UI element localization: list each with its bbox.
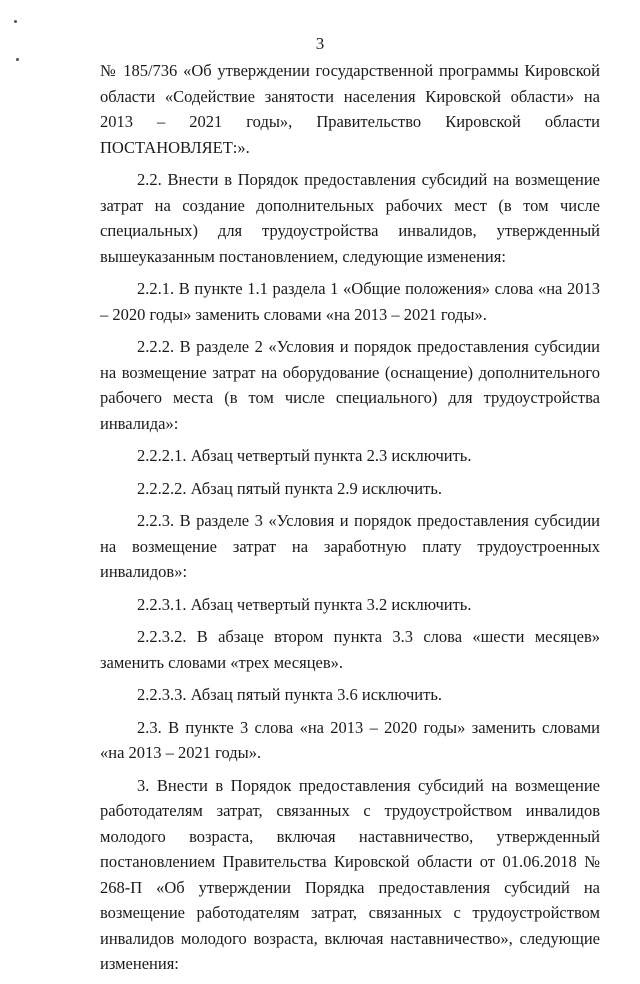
paragraph: 2.3. В пункте 3 слова «на 2013 – 2020 годы» заменить словами «на 2013 – 2021 годы». (100, 717, 600, 762)
paragraph: 2.2.2. В разделе 2 «Условия и порядок предоставления субсидии на возмещение затрат на оборудование (оснащение) дополнительного рабочего места (в том числе специального) для трудоустройства инвалида»: (100, 337, 600, 433)
paragraph: 2.2.3.3. Абзац пятый пункта 3.6 исключить. (137, 685, 442, 704)
page-number: 3 (315, 34, 325, 53)
paragraph: 2.2.2.1. Абзац четвертый пункта 2.3 исключить. (137, 446, 472, 465)
paragraph: 2.2. Внести в Порядок предоставления субсидий на возмещение затрат на создание дополнительных рабочих мест (в том числе специальных) для трудоустройства инвалидов, утвержденный вышеуказанным постановлением, следующие изменения: (100, 170, 600, 266)
scan-speck (14, 20, 17, 23)
paragraph: 2.2.3. В разделе 3 «Условия и порядок предоставления субсидии на возмещение затрат на заработную плату трудоустроенных инвалидов»: (100, 511, 600, 581)
paragraph: 2.2.1. В пункте 1.1 раздела 1 «Общие положения» слова «на 2013 – 2020 годы» заменить словами «на 2013 – 2021 годы». (100, 279, 600, 324)
scan-speck (16, 58, 19, 61)
paragraph: 2.2.3.1. Абзац четвертый пункта 3.2 исключить. (137, 594, 472, 614)
document-body (100, 58, 600, 984)
paragraph: 2.2.2.2. Абзац пятый пункта 2.9 исключить. (137, 478, 442, 498)
paragraph: 3. Внести в Порядок предоставления субсидий на возмещение работодателям затрат, связанных с трудоустройством инвалидов молодого возраста, включая наставничество, утвержденный постановлением Правительства Кировской области от 01.06.2018 № 268-П «Об утверждении Порядка предоставления субсидий на возмещение работодателям затрат, связанных с трудоустройством инвалидов молодого возраста, включая наставничество», следующие изменения: (100, 775, 600, 973)
paragraph: № 185/736 «Об утверждении государственной программы Кировской области «Содействие занятости населения Кировской области» на 2013 – 2021 годы», Правительство Кировской области ПОСТАНОВЛЯЕТ:». (100, 61, 600, 157)
paragraph: 2.2.3.2. В абзаце втором пункта 3.3 слова «шести месяцев» заменить словами «трех месяцев». (100, 627, 600, 672)
